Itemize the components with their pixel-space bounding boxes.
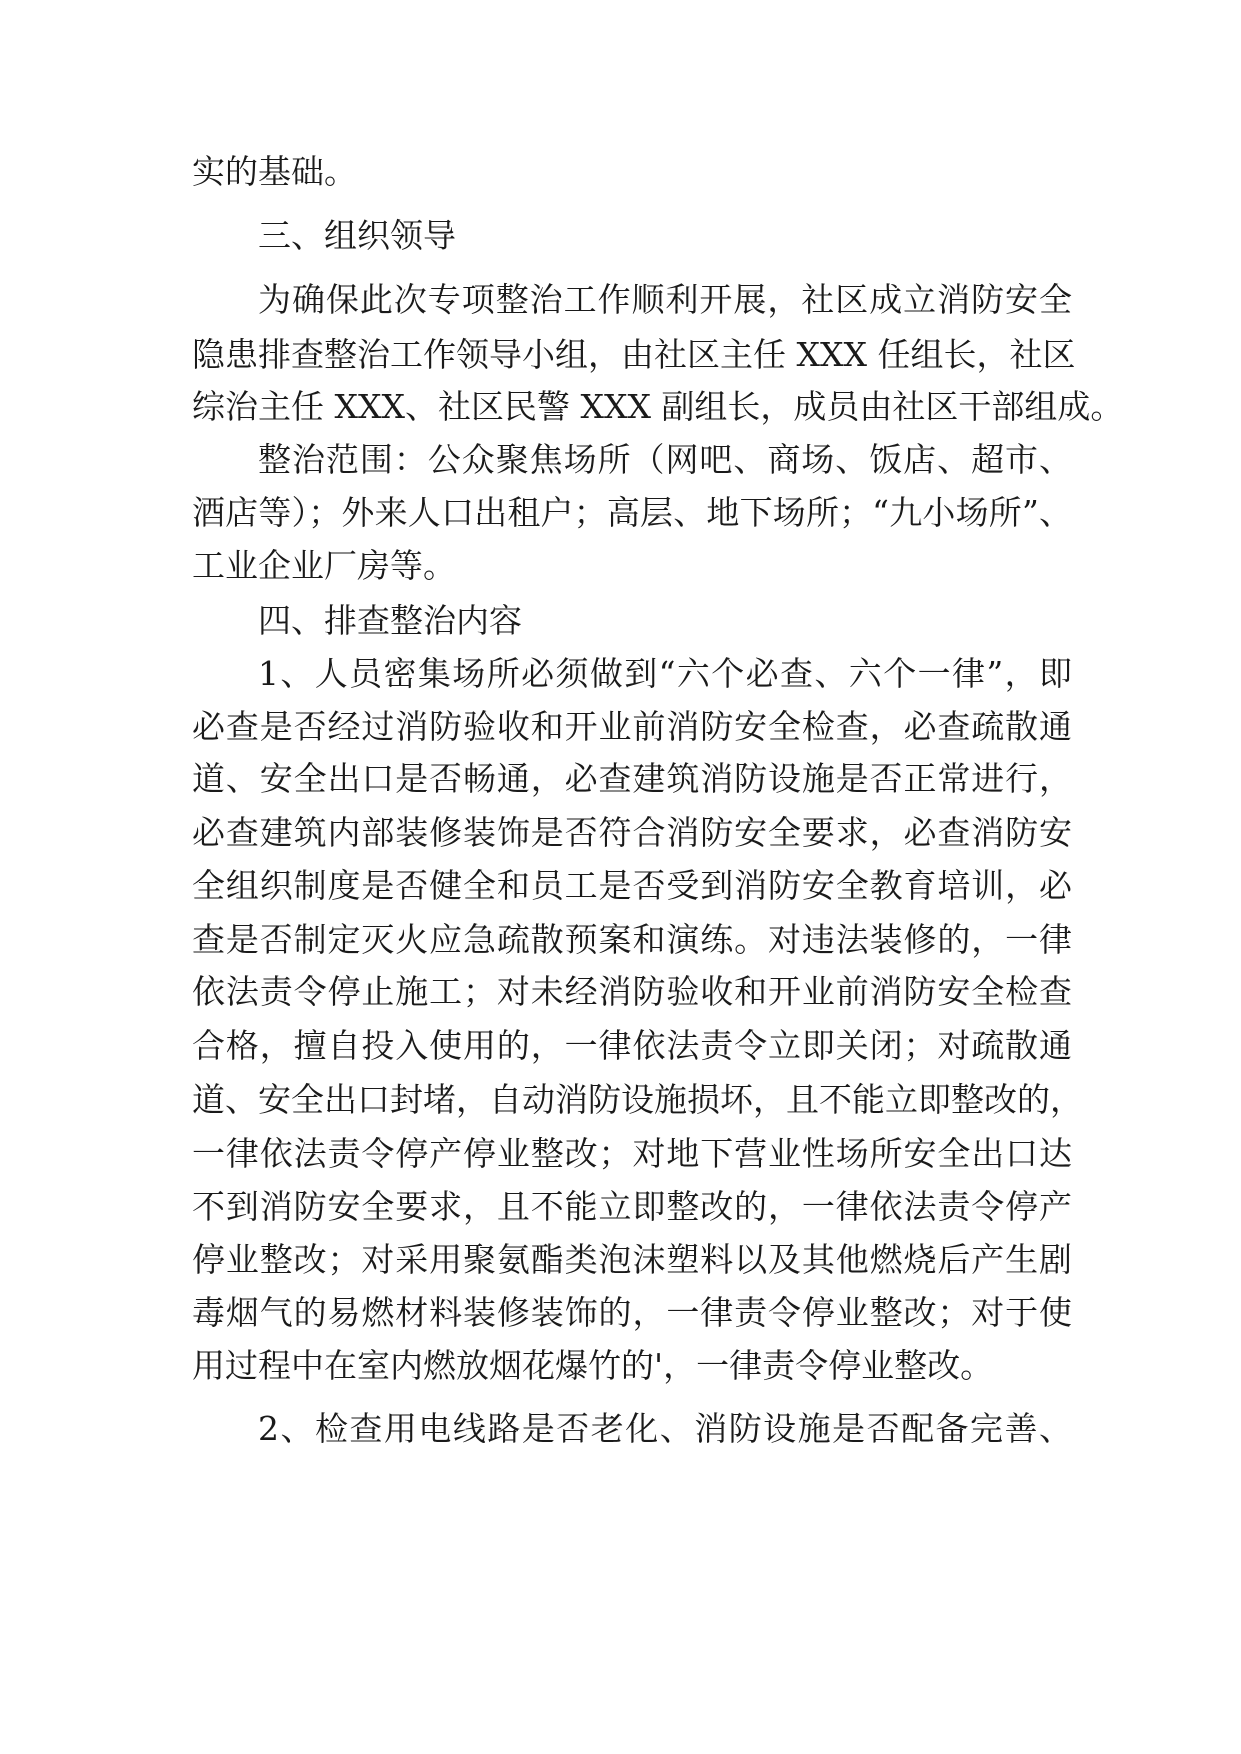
section-heading: 三、组织领导: [258, 216, 456, 255]
text-line: 必查是否经过消防验收和开业前消防安全检查，必查疏散通: [192, 707, 1072, 746]
text-line: 为确保此次专项整治工作顺利开展，社区成立消防安全: [258, 280, 1072, 319]
text-line: 道、安全出口是否畅通，必查建筑消防设施是否正常进行，: [192, 759, 1072, 798]
text-line: 停业整改；对采用聚氨酯类泡沫塑料以及其他燃烧后产生剧: [192, 1240, 1072, 1279]
text-line: 2、检查用电线路是否老化、消防设施是否配备完善、: [258, 1409, 1072, 1448]
text-line: 1、人员密集场所必须做到“六个必查、六个一律”，即: [258, 654, 1072, 693]
text-line: 综治主任 XXX、社区民警 XXX 副组长，成员由社区干部组成。: [192, 387, 1124, 426]
text-line: 实的基础。: [192, 152, 357, 191]
text-line: 整治范围：公众聚焦场所（网吧、商场、饭店、超市、: [258, 440, 1072, 479]
text-line: 酒店等）；外来人口出租户；高层、地下场所；“九小场所”、: [192, 493, 1072, 532]
text-line: 查是否制定灭火应急疏散预案和演练。对违法装修的，一律: [192, 920, 1072, 959]
text-line: 依法责令停止施工；对未经消防验收和开业前消防安全检查: [192, 972, 1072, 1011]
text-line: 隐患排查整治工作领导小组，由社区主任 XXX 任组长，社区: [192, 335, 1076, 374]
text-line: 道、安全出口封堵，自动消防设施损坏，且不能立即整改的，: [192, 1080, 1083, 1119]
text-line: 工业企业厂房等。: [192, 546, 456, 585]
text-line: 一律依法责令停产停业整改；对地下营业性场所安全出口达: [192, 1134, 1072, 1173]
text-line: 毒烟气的易燃材料装修装饰的，一律责令停业整改；对于使: [192, 1293, 1072, 1332]
section-heading: 四、排查整治内容: [258, 601, 522, 640]
text-line: 用过程中在室内燃放烟花爆竹的'，一律责令停业整改。: [192, 1346, 994, 1385]
text-line: 必查建筑内部装修装饰是否符合消防安全要求，必查消防安: [192, 813, 1072, 852]
text-line: 合格，擅自投入使用的，一律依法责令立即关闭；对疏散通: [192, 1026, 1072, 1065]
text-line: 全组织制度是否健全和员工是否受到消防安全教育培训，必: [192, 866, 1072, 905]
text-line: 不到消防安全要求，且不能立即整改的，一律依法责令停产: [192, 1187, 1072, 1226]
